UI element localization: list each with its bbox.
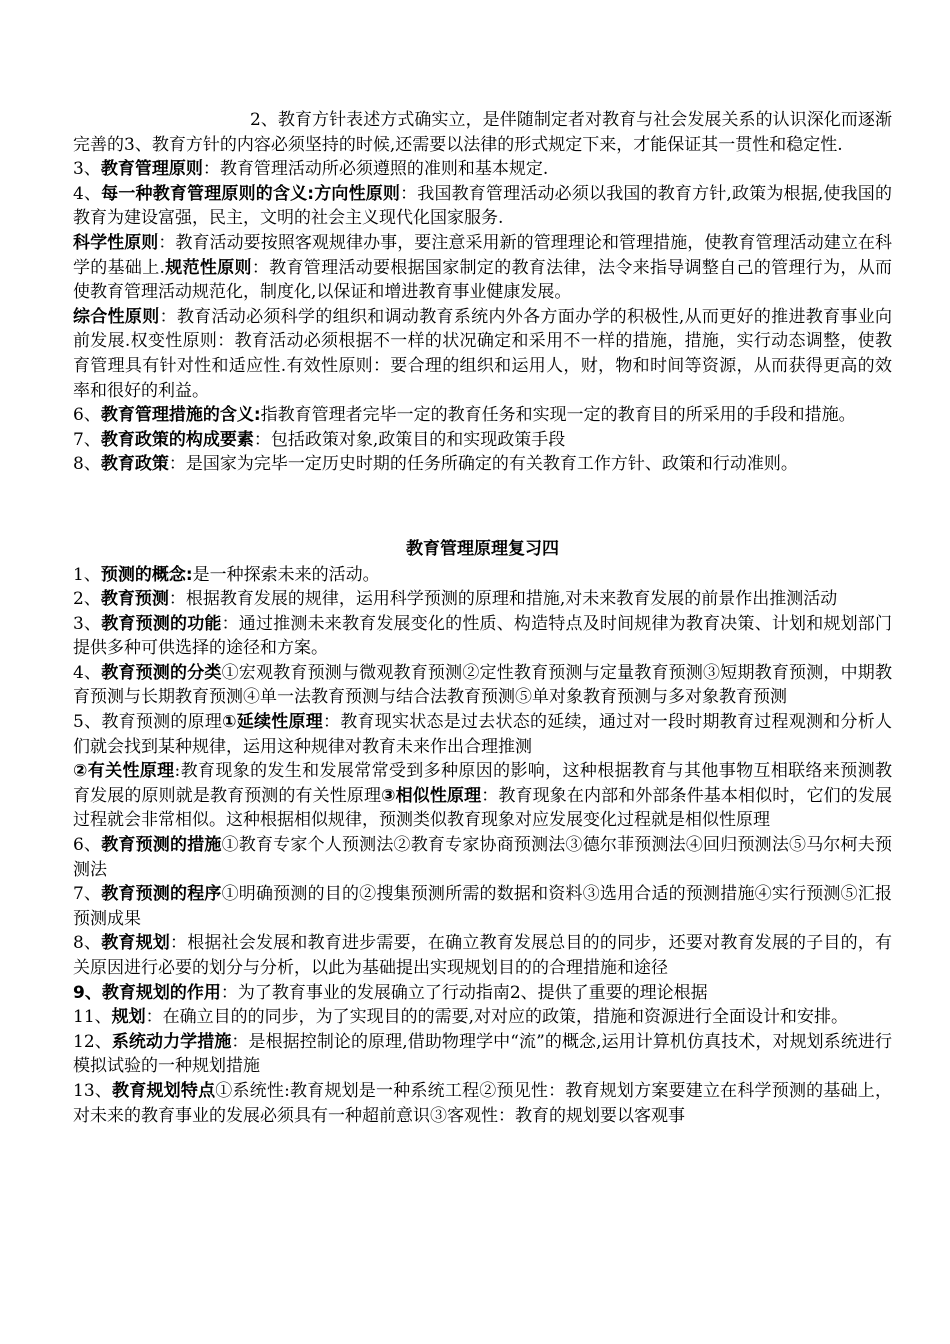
text-run: ①宏观教育预测与微观教育预测②定性教育预测与定量教育预测③短期教育预测，中期教育预测与长期教育预测④单一法教育预测与结合法教育预测⑤单对象教育预测与多对象教育预测 (73, 662, 893, 708)
paragraph (73, 157, 892, 182)
text-run: 3、 (73, 159, 101, 180)
text-run: 13、 (73, 1080, 113, 1101)
text-run: ①明确预测的目的②搜集预测所需的数据和资料③选用合适的预测措施④实行预测⑤汇报预测成果 (73, 884, 893, 929)
text-run: ：教育现实状态是过去状态的延续，通过对一段时期教育过程观测和分析人们就会找到某种规律，运用这种规律对教育未来作出合理推测 (73, 712, 892, 757)
text-run: 1、 (73, 564, 101, 585)
paragraph (73, 612, 892, 661)
bold-term: 教育预测 (100, 589, 169, 610)
paragraph (73, 108, 892, 157)
section-gap (73, 477, 892, 537)
text-run: ：通过推测未来教育发展变化的性质、构造特点及时间规律为教育决策、计划和规划部门提供多种可供选择的途径和方案。 (73, 613, 893, 659)
section-title: 教育管理原理复习四 (406, 538, 559, 559)
paragraph (73, 182, 892, 231)
text-run: ：我国教育管理活动必须以我国的教育方针,政策为根据,使我国的教育为建设富强，民主，文明的社会主义现代化国家服务. (73, 183, 892, 229)
text-run: ①教育专家个人预测法②教育专家协商预测法③德尔菲预测法④回归预测法⑤马尔柯夫预测法 (73, 835, 893, 880)
bold-term: 教育预测的功能 (101, 613, 222, 634)
bold-term: 教育管理原则 (100, 159, 203, 180)
section-part1 (73, 108, 892, 477)
bold-term: 系统动力学措施 (111, 1031, 232, 1052)
bold-term: ①延续性原理 (222, 712, 323, 733)
bold-term: 教育政策的构成要素 (100, 429, 254, 450)
bold-term: 教育预测的分类 (101, 662, 222, 683)
paragraph (73, 882, 892, 931)
paragraph (73, 1079, 892, 1128)
text-run: ：为了教育事业的发展确立了行动指南2、提供了重要的理论根据 (220, 982, 708, 1003)
text-run: 指教育管理者完毕一定的教育任务和实现一定的教育目的所采用的手段和措施。 (260, 405, 856, 426)
text-run: ：是根据控制论的原理,借助物理学中“流”的概念,运用计算机仿真技术，对规划系统进行模拟试验的一种规划措施 (73, 1031, 892, 1077)
paragraph (73, 981, 892, 1006)
paragraph (73, 1030, 892, 1079)
text-run: ：根据社会发展和教育进步需要，在确立教育发展总目的的同步，还要对教育发展的子目的，有关原因进行必要的划分与分析，以此为基础提出实现规划目的的合理措施和途径 (73, 933, 892, 978)
text-run: ：根据教育发展的规律，运用科学预测的原理和措施,对未来教育发展的前景作出推测活动 (168, 589, 838, 610)
text-run: 3、 (73, 613, 102, 634)
text-run: 8、 (73, 933, 102, 954)
text-run: ：教育活动要按照客观规律办事，要注意采用新的管理理论和管理措施，使教育管理活动建立在科学的基础上. (73, 232, 893, 278)
text-run: ：包括政策对象,政策目的和实现政策手段 (253, 429, 566, 450)
bold-term: 教育管理措施的含义: (100, 405, 261, 426)
bold-term: 规范性原则 (164, 257, 252, 278)
text-run: 2、 (73, 589, 101, 610)
paragraph (73, 587, 892, 612)
bold-term: 预测的概念: (100, 564, 193, 585)
text-run: 4、 (73, 183, 102, 204)
text-run: ：教育活动必须科学的组织和调动教育系统内外各方面办学的积极性,从而更好的推进教育事业向前发展.权变性原则：教育活动必须根据不一样的状况确定和采用不一样的措施，措施，实行动态调整，使教育管理具有针对性和适应性.有效性原则：要合理的组织和运用人，财，物和时间等资源，从而获得更高的效率和很好的利益。 (73, 306, 893, 401)
paragraph (73, 759, 892, 833)
bold-term: 教育政策 (100, 454, 169, 475)
bold-term: 教育预测的程序 (101, 884, 222, 905)
text-run: 是一种探索未来的活动。 (192, 564, 380, 585)
text-run: 7、 (73, 884, 102, 905)
text-run: ：在确立目的的同步，为了实现目的的需要,对对应的政策，措施和资源进行全面设计和安排。 (145, 1007, 849, 1028)
bold-term: 9、教育规划的作用 (73, 982, 221, 1003)
text-run: 6、 (73, 405, 101, 426)
paragraph (73, 428, 892, 453)
bold-term: 教育预测的措施 (101, 835, 222, 856)
paragraph (73, 661, 892, 710)
bold-term: 科学性原则 (73, 232, 159, 253)
paragraph (73, 305, 892, 403)
text-run: 4、 (73, 662, 102, 683)
bold-term: 教育规划特点 (112, 1080, 216, 1101)
paragraph (73, 833, 892, 882)
text-run: ①系统性:教育规划是一种系统工程②预见性：教育规划方案要建立在科学预测的基础上，对未来的教育事业的发展必须具有一种超前意识③客观性：教育的规划要以客观事 (73, 1080, 892, 1126)
text-run: :教育现象的发生和发展常常受到多种原因的影响，这种根据教育与其他事物互相联络来预测教育发展的原则就是教育预测的有关性原理 (73, 761, 892, 806)
text-run: 6、 (73, 835, 102, 856)
section-part2 (73, 563, 892, 1129)
paragraph (73, 231, 892, 305)
text-run: 5、教育预测的原理 (73, 712, 223, 733)
text-run: 11、 (73, 1007, 112, 1028)
paragraph (73, 1005, 892, 1030)
text-run: ：教育管理活动所必须遵照的准则和基本规定. (202, 159, 549, 180)
paragraph (73, 403, 892, 428)
bold-term: ②有关性原理 (73, 761, 175, 782)
bold-term: 每一种教育管理原则的含义:方向性原则 (101, 183, 401, 204)
bold-term: 教育规划 (101, 933, 170, 954)
paragraph (73, 710, 892, 759)
text-run: 7、 (73, 429, 101, 450)
text-run: ：教育现象在内部和外部条件基本相似时，它们的发展过程就会非常相似。这种根据相似规律，预测类似教育现象对应发展变化过程就是相似性原理 (73, 785, 893, 831)
text-run: ：教育管理活动要根据国家制定的教育法律，法令来指导调整自己的管理行为，从而使教育管理活动规范化，制度化,以保证和增进教育事业健康发展。 (73, 257, 893, 303)
bold-term: 综合性原则 (73, 306, 160, 327)
text-run: 12、 (73, 1031, 112, 1052)
paragraph (73, 452, 892, 477)
paragraph (73, 931, 892, 980)
text-run: ：是国家为完毕一定历史时期的任务所确定的有关教育工作方针、政策和行动准则。 (168, 454, 798, 475)
paragraph (73, 563, 892, 588)
bold-term: ③相似性原理 (381, 785, 482, 806)
text-run: 2、教育方针表述方式确实立，是伴随制定者对教育与社会发展关系的认识深化而逐渐完善的3、教育方针的内容必须坚持的时候,还需要以法律的形式规定下来，才能保证其一贯性和稳定性. (73, 110, 892, 155)
bold-term: 规划 (111, 1007, 146, 1028)
text-run: 8、 (73, 454, 101, 475)
